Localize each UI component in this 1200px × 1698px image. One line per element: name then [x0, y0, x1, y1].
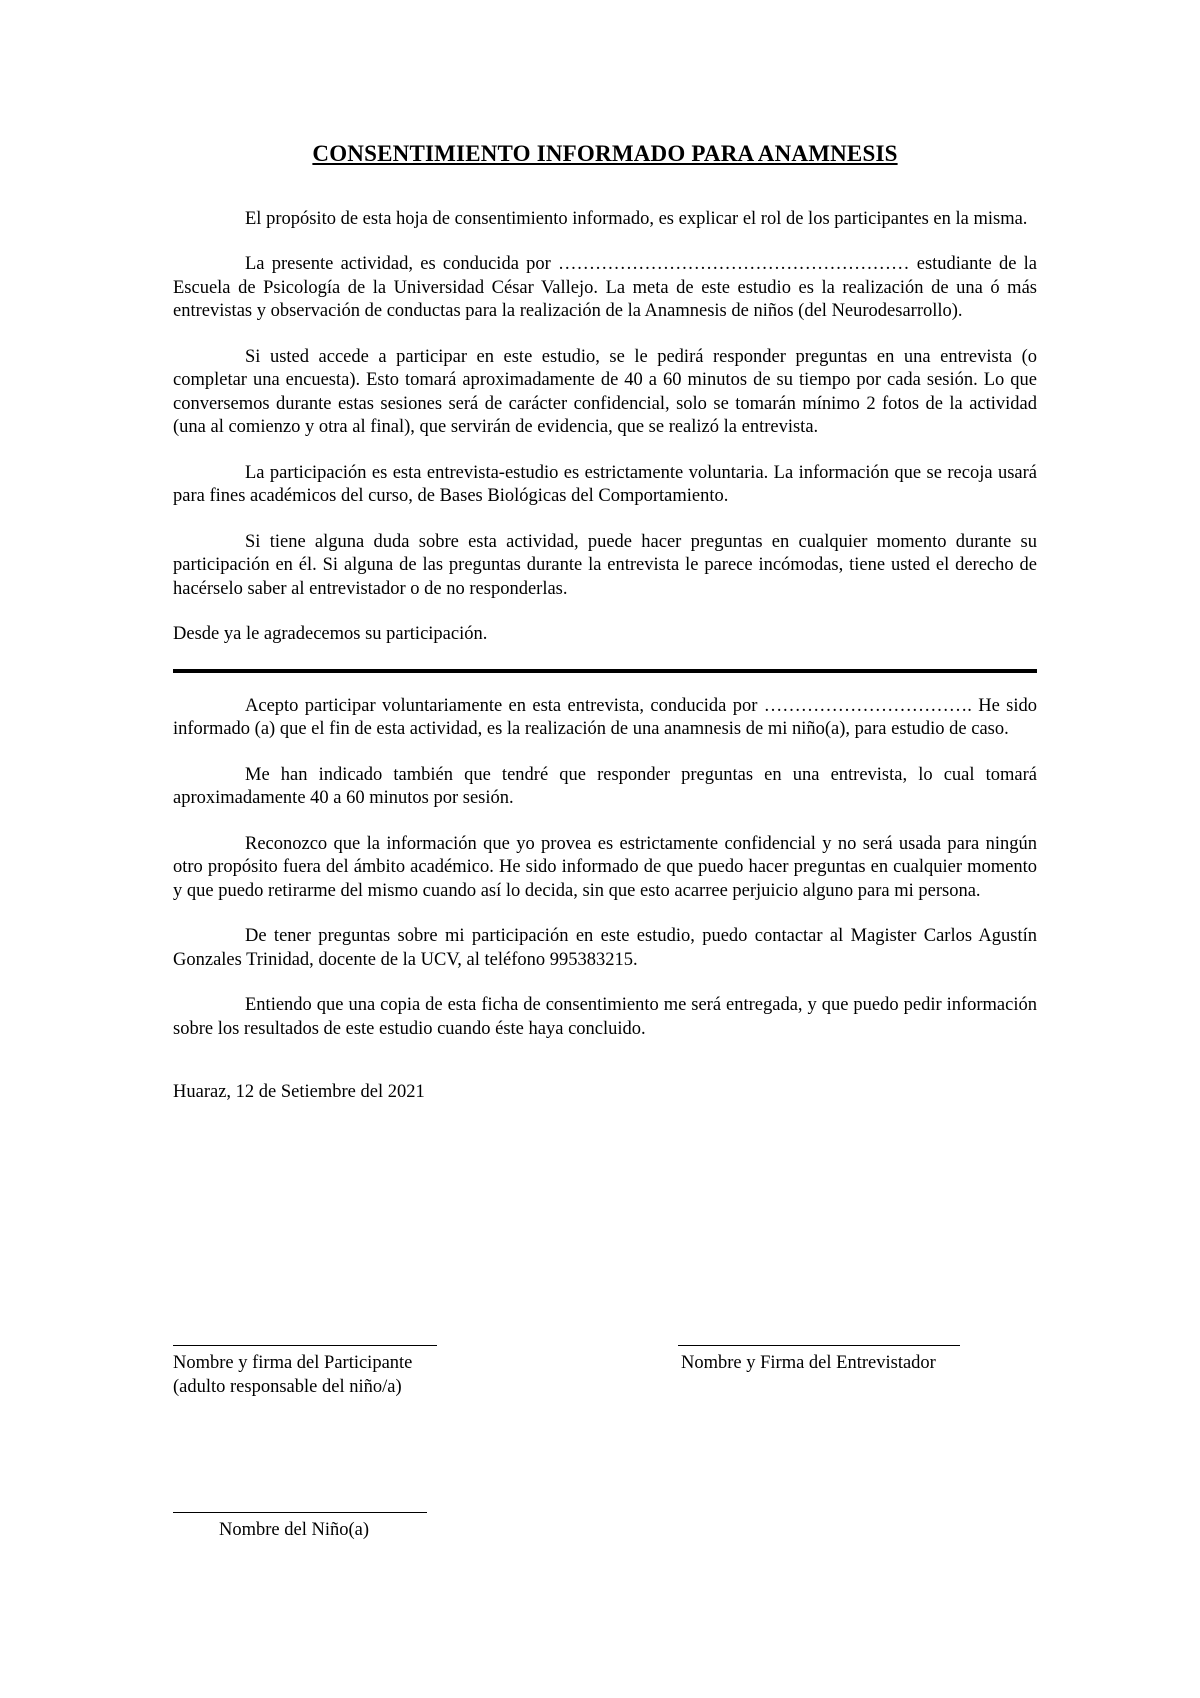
paragraph-participation: Si usted accede a participar en este estudio, se le pedirá responder preguntas en una entrevista (o completar una encuesta). Esto tomará aproximadamente de 40 a 60 minutos de su tiempo por cada sesión. Lo que conversemos durante estas sesiones será de carácter confidencial, solo se tomarán mínimo 2 fotos de la actividad (una al comienzo y otra al final), que servirán de evidencia, que se realizó la entrevista. [173, 346, 1037, 437]
section-divider [173, 669, 1037, 673]
participant-signature-sublabel: (adulto responsable del niño/a) [173, 1377, 402, 1397]
thanks-line: Desde ya le agradecemos su participación. [173, 624, 488, 644]
paragraph-voluntary: La participación es esta entrevista-estudio es estrictamente voluntaria. La información que se recoja usará para fines académicos del curso, de Bases Biológicas del Comportamiento. [173, 462, 1037, 506]
date-line: Huaraz, 12 de Setiembre del 2021 [173, 1082, 425, 1102]
paragraph-conductor: La presente actividad, es conducida por ………………………………………………… estudiante de la Escuela de Psicología de la Universidad César Vallejo. La meta de este estudio es la realización de una ó más entrevistas y observación de conductas para la realización de la Anamnesis de niños (del Neurodesarrollo). [173, 254, 1037, 321]
document-body [173, 142, 1037, 1127]
child-name-line [173, 1512, 427, 1513]
consent-paragraph-copy: Entiendo que una copia de esta ficha de consentimiento me será entregada, y que puedo pedir información sobre los resultados de este estudio cuando éste haya concluido. [173, 995, 1037, 1039]
consent-paragraph-confidential: Reconozco que la información que yo provea es estrictamente confidencial y no será usada para ningún otro propósito fuera del ámbito académico. He sido informado de que puedo hacer preguntas en cualquier momento y que puedo retirarme del mismo cuando así lo decida, sin que esto acarree perjuicio alguno para mi persona. [173, 833, 1037, 901]
participant-signature-label: Nombre y firma del Participante [173, 1353, 413, 1373]
paragraph-purpose: El propósito de esta hoja de consentimiento informado, es explicar el rol de los participantes en la misma. [245, 208, 1028, 229]
consent-paragraph-accept: Acepto participar voluntariamente en esta entrevista, conducida por ……………………………. He sido informado (a) que el fin de esta actividad, es la realización de una anamnesis de mi niño(a), para estudio de caso. [173, 695, 1037, 739]
document-title: CONSENTIMIENTO INFORMADO PARA ANAMNESIS [312, 141, 898, 166]
consent-paragraph-duration: Me han indicado también que tendré que responder preguntas en una entrevista, lo cual tomará aproximadamente 40 a 60 minutos por sesión. [173, 764, 1037, 808]
interviewer-signature-label: Nombre y Firma del Entrevistador [681, 1353, 936, 1373]
interviewer-signature-line [678, 1345, 960, 1346]
consent-paragraph-contact: De tener preguntas sobre mi participación en este estudio, puedo contactar al Magister Carlos Agustín Gonzales Trinidad, docente de la UCV, al teléfono 995383215. [173, 926, 1037, 970]
child-name-label: Nombre del Niño(a) [219, 1520, 370, 1540]
paragraph-questions: Si tiene alguna duda sobre esta actividad, puede hacer preguntas en cualquier momento durante su participación en él. Si alguna de las preguntas durante la entrevista le parece incómodas, tiene usted el derecho de hacérselo saber al entrevistador o de no responderlas. [173, 531, 1037, 599]
participant-signature-line [173, 1345, 437, 1346]
